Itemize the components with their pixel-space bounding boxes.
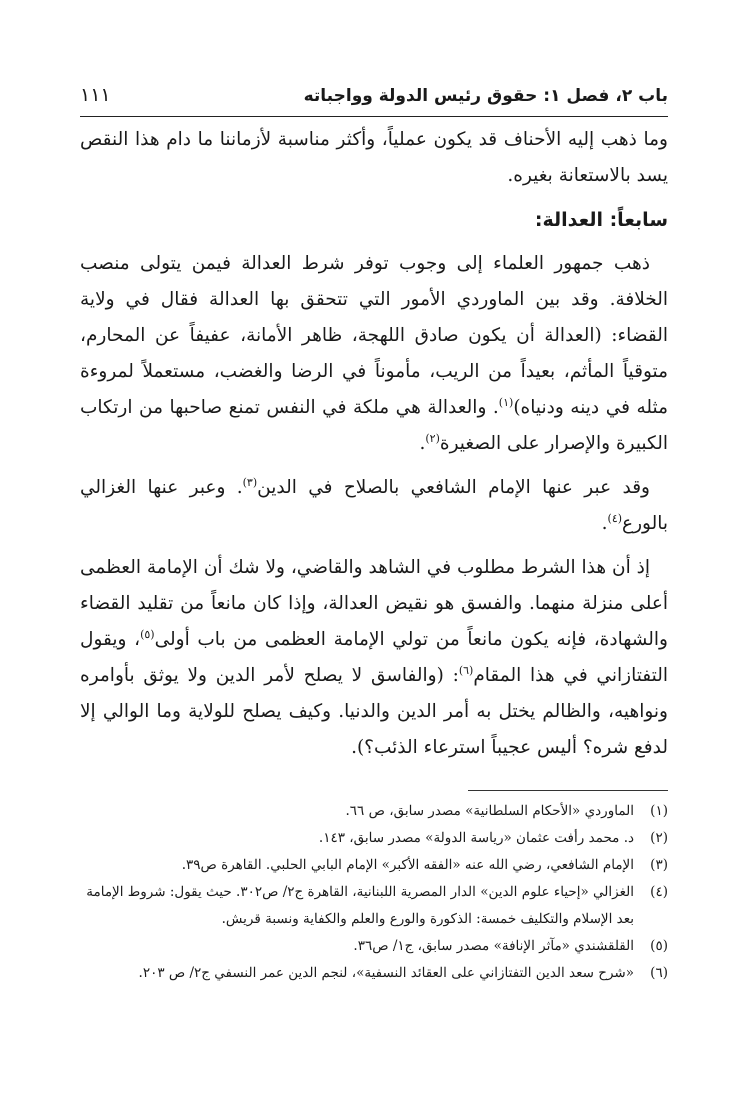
footnote-text: د. محمد رأفت عثمان «رياسة الدولة» مصدر سابق، ١٤٣. — [318, 830, 634, 846]
footnote-number: (٦) — [650, 965, 668, 981]
footnote-text: الماوردي «الأحكام السلطانية» مصدر سابق، ص ٦٦. — [345, 803, 634, 819]
footnote-ref: (٦) — [458, 663, 474, 677]
footnote-text: «شرح سعد الدين التفتازاني على العقائد النسفية»، لنجم الدين عمر النسفي ج٢/ ص ٢٠٣. — [138, 965, 634, 981]
footnote-number: (٣) — [650, 857, 668, 873]
footnote-ref: (٤) — [607, 511, 623, 525]
footnote-text: الإمام الشافعي، رضي الله عنه «الفقه الأكبر» الإمام البابي الحلبي. القاهرة ص٣٩. — [181, 857, 634, 873]
footnote — [80, 798, 668, 825]
paragraph-text: . — [601, 513, 608, 534]
section-heading: سابعاً: العدالة: — [534, 209, 668, 231]
footnote-number: (١) — [650, 803, 668, 819]
footnote-number: (٥) — [650, 938, 668, 954]
footnote — [80, 879, 668, 933]
footnote-separator — [468, 790, 668, 791]
paragraph-text: إذ أن هذا الشرط مطلوب في الشاهد والقاضي، ولا شك أن الإمامة العظمى أعلى منزلة منهما. والفسق هو نقيض العدالة، وإذا كان مانعاً من تقليد القضاء والشهادة، فإنه يكون مانعاً من تولي الإمامة العظمى من باب أولى — [80, 557, 668, 650]
paragraph-text: . وعبر عنها الغزالي بالورع — [80, 477, 668, 534]
paragraph-text: . والعدالة هي ملكة في النفس تمنع صاحبها من ارتكاب الكبيرة والإصرار على الصغيرة — [80, 397, 668, 454]
paragraph — [80, 550, 668, 766]
footnote — [80, 852, 668, 879]
footnote-ref: (٢) — [425, 431, 440, 445]
paragraph — [80, 246, 668, 462]
footnote-text: القلقشندي «مآثر الإنافة» مصدر سابق، ج١/ ص٣٦. — [353, 938, 634, 954]
footnote-number: (٢) — [650, 830, 668, 846]
running-header — [80, 84, 668, 117]
paragraph: وما ذهب إليه الأحناف قد يكون عملياً، وأكثر مناسبة لأزماننا ما دام هذا النقص يسد بالاستعانة بغيره. — [80, 129, 668, 186]
paragraph-text: ذهب جمهور العلماء إلى وجوب توفر شرط العدالة فيمن يتولى منصب الخلافة. وقد بين الماوردي الأمور التي تتحقق بها العدالة فقال في ولاية القضاء: (العدالة أن يكون صادق اللهجة، ظاهر الأمانة، عفيفاً عن المحارم، متوقياً المأثم، بعيداً من الريب، مأموناً في الرضا والغضب، مستعملاً لمروءة مثله في دينه ودنياه) — [80, 253, 669, 418]
footnote-ref: (٥) — [140, 627, 155, 641]
paragraph-text: : (والفاسق لا يصلح لأمر الدين ولا يوثق بأوامره ونواهيه، والظالم يختل به أمر الدين والدنيا. وكيف يصلح للولاية وما الوالي إلا لدفع شره؟ أليس عجيباً استرعاء الذئب؟). — [80, 665, 668, 758]
chapter-title: باب ٢، فصل ١: حقوق رئيس الدولة وواجباته — [303, 86, 668, 106]
footnote — [80, 960, 668, 987]
footnote-number: (٤) — [650, 884, 668, 900]
footnote — [80, 825, 668, 852]
paragraph — [80, 470, 668, 542]
paragraph-text: . — [419, 433, 426, 454]
paragraph-text: ، ويقول التفتازاني في هذا المقام — [80, 629, 669, 686]
page-number: ١١١ — [80, 84, 111, 106]
footnote-ref: (٣) — [242, 475, 258, 489]
footnotes — [80, 798, 668, 987]
paragraph-text: وقد عبر عنها الإمام الشافعي بالصلاح في الدين — [257, 477, 650, 498]
footnote — [80, 933, 668, 960]
footnote-text: الغزالي «إحياء علوم الدين» الدار المصرية اللبنانية، القاهرة ج٢/ ص٣٠٢. حيث يقول: شروط الإمامة بعد الإسلام والتكليف خمسة: الذكورة والورع والعلم والكفاية ونسبة قريش. — [86, 884, 634, 927]
main-text — [80, 122, 668, 774]
footnote-ref: (١) — [498, 395, 514, 409]
